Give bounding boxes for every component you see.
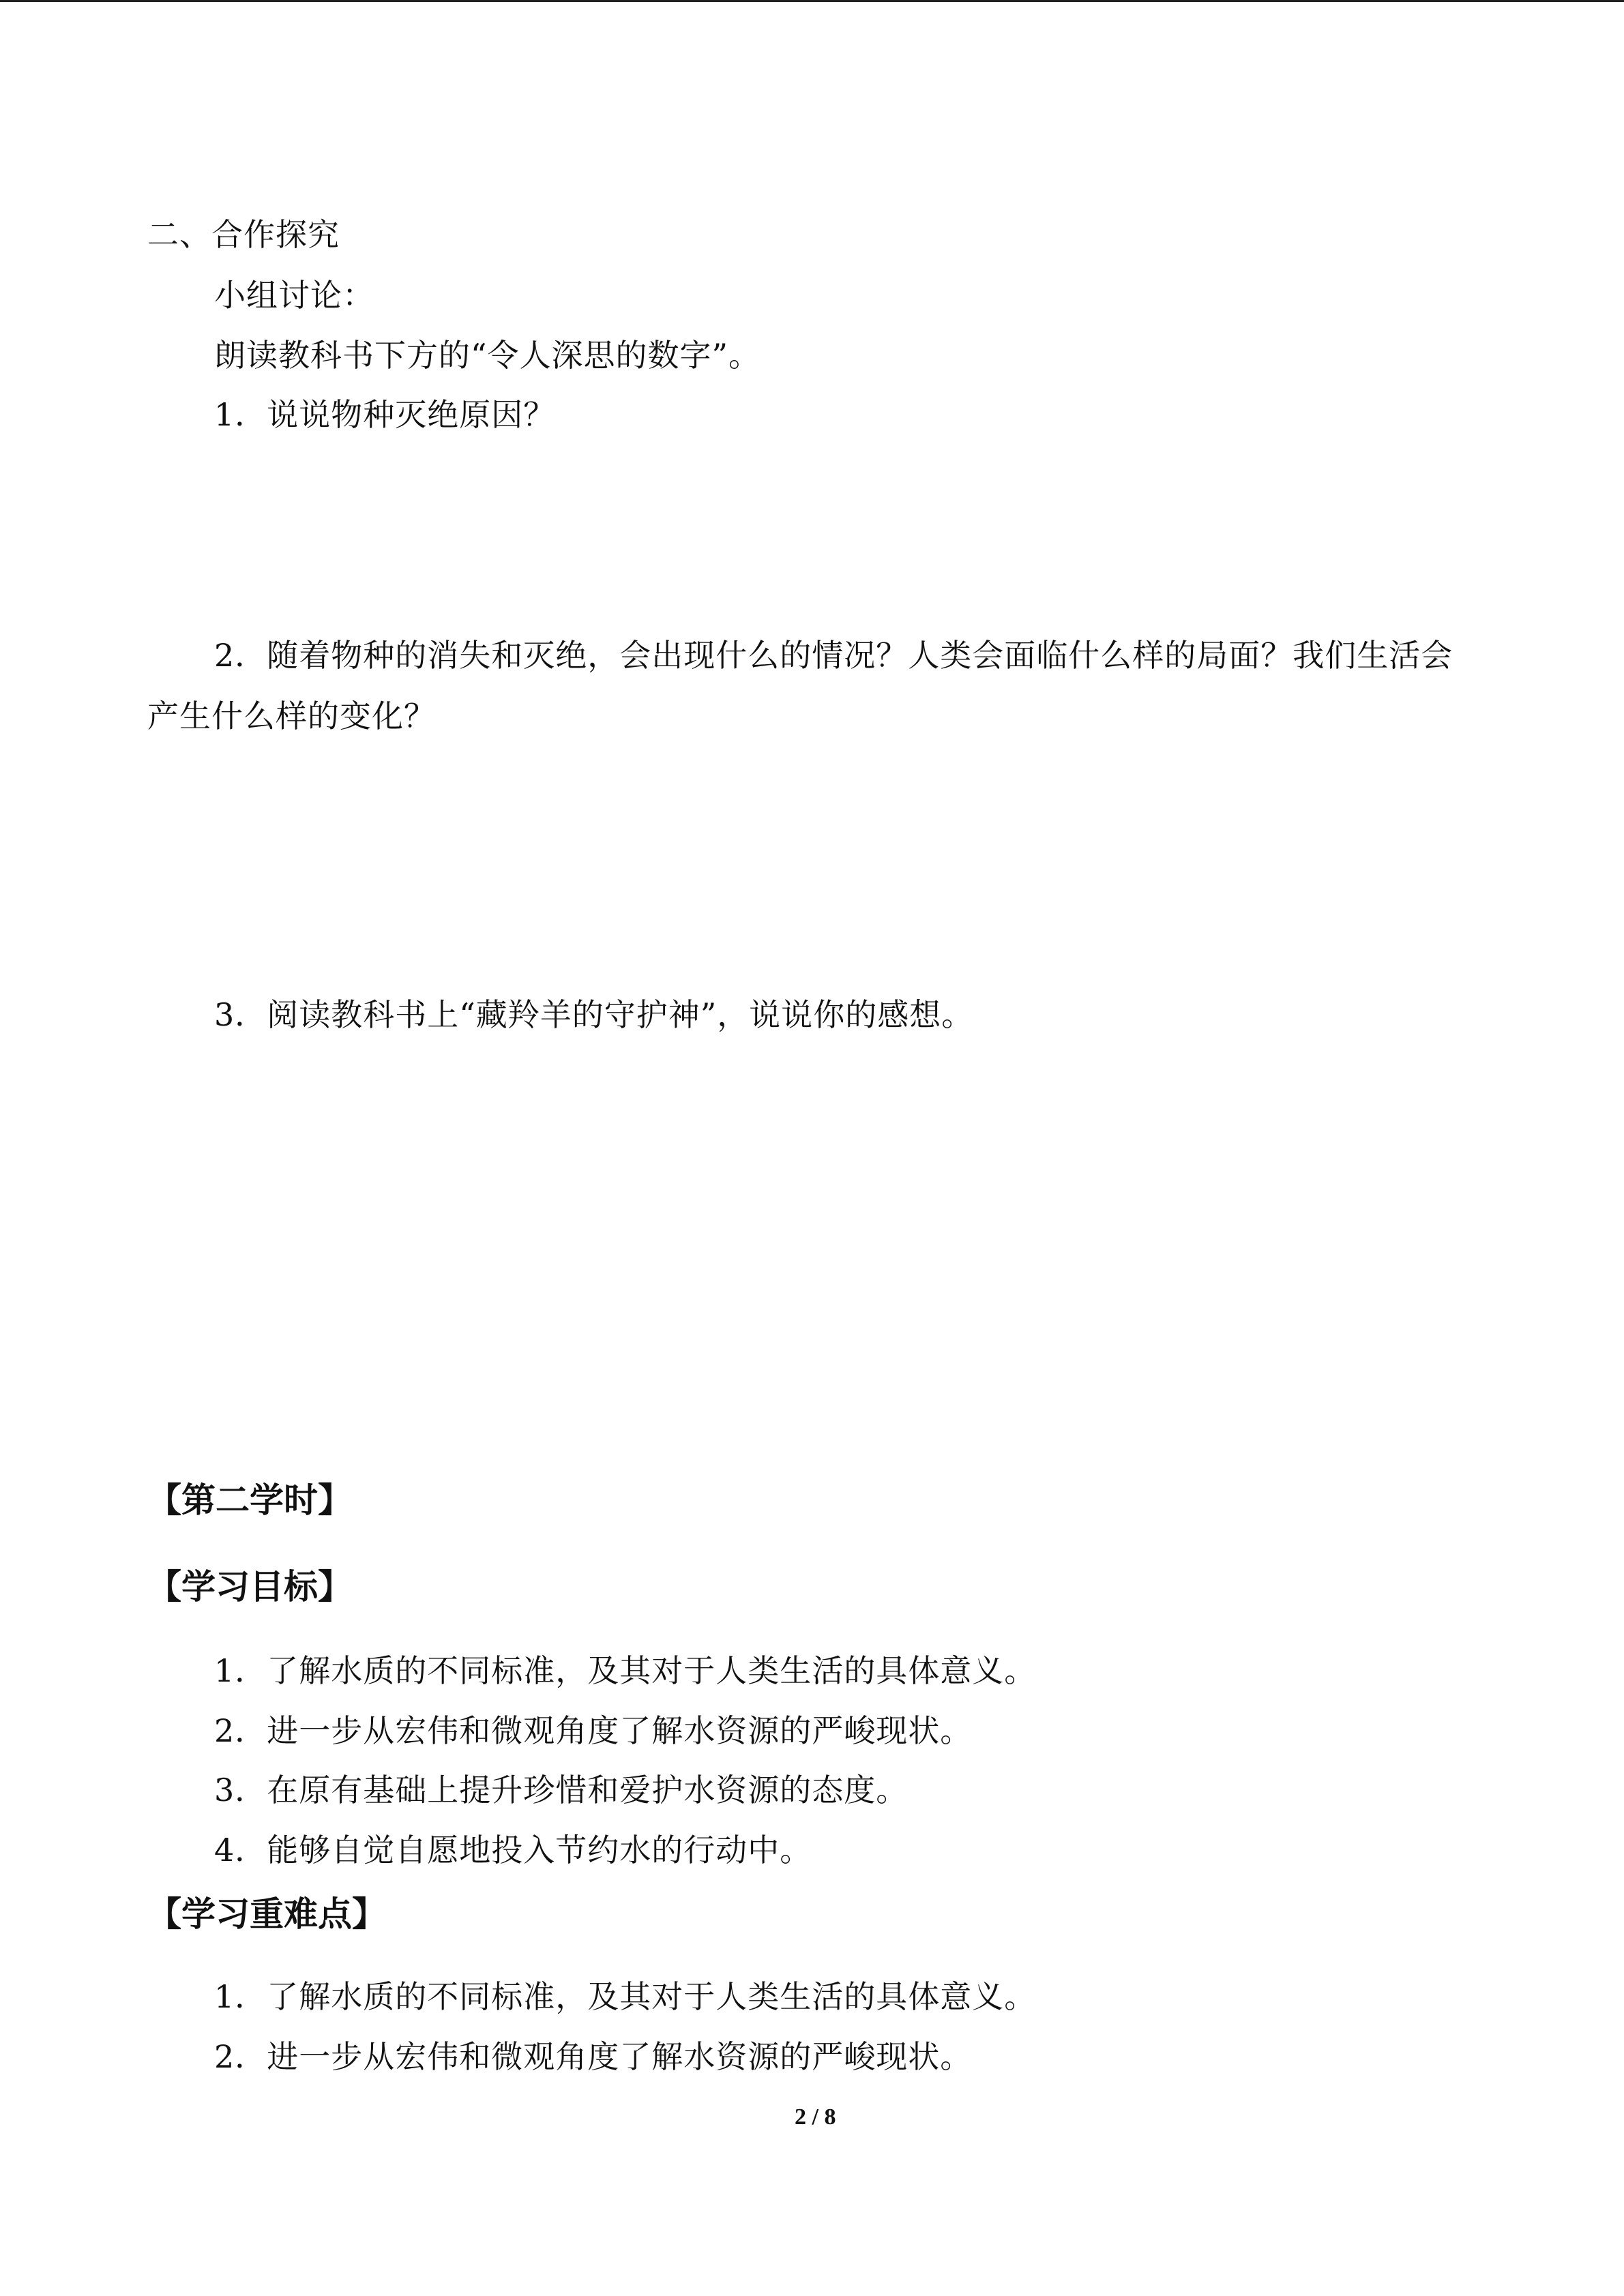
key-point-item: 1．了解水质的不同标准，及其对于人类生活的具体意义。 <box>214 1978 1037 2015</box>
goal-item: 2．进一步从宏伟和微观角度了解水资源的严峻现状。 <box>214 1712 973 1749</box>
question-2-line-2: 产生什么样的变化？ <box>147 698 436 734</box>
lesson-title: 【第二学时】 <box>147 1480 352 1520</box>
goal-item: 4．能够自觉自愿地投入节约水的行动中。 <box>214 1832 812 1868</box>
question-2-line-1: 2．随着物种的消失和灭绝，会出现什么的情况？人类会面临什么样的局面？我们生活会 <box>214 637 1453 674</box>
key-points-heading: 【学习重难点】 <box>147 1894 386 1934</box>
group-discussion-label: 小组讨论： <box>214 277 374 314</box>
question-3: 3．阅读教科书上“藏羚羊的守护神”，说说你的感想。 <box>214 996 974 1033</box>
learning-goals-heading: 【学习目标】 <box>147 1567 352 1607</box>
page-number: 2 / 8 <box>795 2104 836 2130</box>
key-point-item: 2．进一步从宏伟和微观角度了解水资源的严峻现状。 <box>214 2038 973 2075</box>
top-border-rule <box>0 0 1624 2</box>
goal-item: 1．了解水质的不同标准，及其对于人类生活的具体意义。 <box>214 1652 1037 1689</box>
question-1: 1．说说物种灭绝原因？ <box>214 396 556 433</box>
section-heading: 二、合作探究 <box>147 216 340 253</box>
goal-item: 3．在原有基础上提升珍惜和爱护水资源的态度。 <box>214 1772 909 1808</box>
read-instruction: 朗读教科书下方的“令人深思的数字”。 <box>214 337 761 374</box>
